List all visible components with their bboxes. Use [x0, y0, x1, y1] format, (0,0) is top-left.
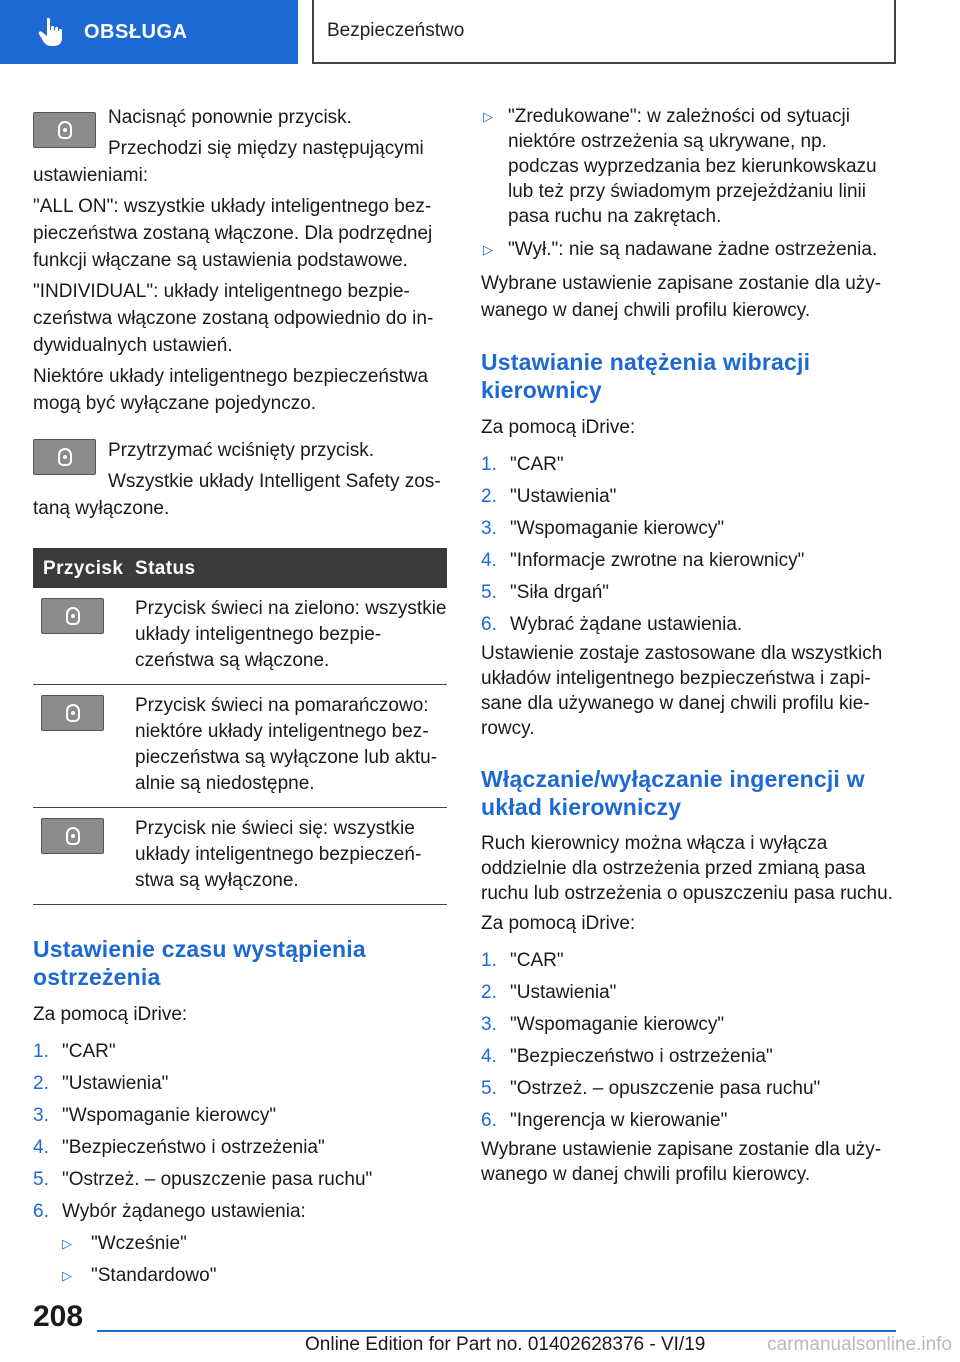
press-again-block	[33, 104, 447, 193]
triangle-bullet-icon: ▷	[483, 242, 493, 257]
table-header-status: Status	[125, 548, 447, 588]
list-item: 4. "Informacje zwrotne na kierownicy"	[481, 550, 805, 571]
bullet-list	[483, 104, 896, 262]
list-item: ▷ "Wcześnie"	[62, 1228, 447, 1260]
table-header-button: Przycisk	[33, 548, 125, 588]
table-row	[33, 685, 447, 808]
status-text: Przycisk świeci na zielono: wszystkie układy inteligentnego bezpieczeństwa są włączone.	[125, 588, 447, 685]
safety-button-green-icon	[41, 598, 104, 634]
paragraph: Wybrane ustawienie zapisane zostanie dla używanego w danej chwili profilu kierowcy.	[481, 273, 882, 321]
edition-text: Online Edition for Part no. 01402628376 - VI/19	[305, 1334, 706, 1355]
steps-list	[481, 945, 896, 1137]
steps-list	[481, 449, 896, 641]
paragraph: Nacisnąć ponownie przycisk.	[108, 107, 352, 128]
list-item: ▷ "Standardowo"	[62, 1260, 447, 1292]
heading-steering: Włączanie/wyłączanie ingerencji w układ kierowniczy	[481, 766, 865, 820]
list-item: 1. "CAR"	[481, 454, 564, 475]
paragraph: "INDIVIDUAL": układy inteligentnego bezpieczeństwa włączone zostaną odpowiednio do indywidualnych ustawień.	[33, 281, 434, 356]
paragraph: Za pomocą iDrive:	[33, 1004, 188, 1025]
table-row	[33, 588, 447, 685]
paragraph: Ustawienie zostaje zastosowane dla wszystkich układów inteligentnego bezpieczeństwa i zapisane dla używanego w danej chwili profilu kierowcy.	[481, 643, 883, 739]
paragraph: Za pomocą iDrive:	[481, 417, 636, 438]
page-number: 208	[33, 1300, 84, 1333]
list-item: 6. Wybrać żądane ustawienia.	[481, 614, 743, 635]
triangle-bullet-icon: ▷	[483, 109, 493, 124]
list-item: 5. "Ostrzeż. – opuszczenie pasa ruchu"	[481, 1078, 821, 1099]
hold-button-block	[33, 437, 447, 526]
list-item: ▷ "Zredukowane": w zależności od sytuacji niektóre ostrzeżenia są ukrywane, np. podczas wyprzedzania bez kierunkowskazu lub też przy świadomym przejeżdżaniu linii pasa ruchu na zakrętach.	[483, 106, 877, 227]
list-item: 2. "Ustawienia"	[481, 486, 617, 507]
paragraph: Ruch kierownicy można włącza i wyłącza oddzielnie dla ostrzeżenia przed zmianą pasa ruchu lub ostrzeżenia o opuszczeniu pasa ruchu.	[481, 833, 893, 904]
page-title: Bezpieczeństwo	[312, 0, 896, 64]
paragraph: Wszystkie układy Intelligent Safety zostaną wyłączone.	[33, 471, 441, 519]
list-item: 4. "Bezpieczeństwo i ostrzeżenia"	[33, 1137, 325, 1158]
paragraph: Niektóre układy inteligentnego bezpieczeństwa mogą być wyłączane pojedynczo.	[33, 366, 429, 414]
sub-list	[62, 1228, 447, 1292]
list-item: 5. "Ostrzeż. – opuszczenie pasa ruchu"	[33, 1169, 373, 1190]
hand-pointer-icon	[38, 17, 66, 47]
list-item: 2. "Ustawienia"	[33, 1073, 169, 1094]
safety-button-off-icon	[41, 818, 104, 854]
right-column	[481, 104, 896, 1191]
list-item: 6. Wybór żądanego ustawienia:	[33, 1201, 306, 1222]
section-label: OBSŁUGA	[84, 20, 188, 43]
status-text: Przycisk nie świeci się: wszystkie układy inteligentnego bezpieczeństwa są wyłączone.	[125, 808, 447, 905]
list-item: 1. "CAR"	[481, 950, 564, 971]
triangle-bullet-icon: ▷	[62, 1236, 72, 1251]
list-item: 4. "Bezpieczeństwo i ostrzeżenia"	[481, 1046, 773, 1067]
status-text: Przycisk świeci na pomarańczowo: niektóre układy inteligentnego bezpieczeństwa są wyłączone lub aktualnie są niedostępne.	[125, 685, 447, 808]
list-item: 2. "Ustawienia"	[481, 982, 617, 1003]
list-item: 5. "Siła drgań"	[481, 582, 610, 603]
footer-divider	[97, 1330, 896, 1332]
paragraph: Za pomocą iDrive:	[481, 913, 636, 934]
list-item: 6. "Ingerencja w kierowanie"	[481, 1110, 728, 1131]
table-row	[33, 808, 447, 905]
paragraph: Przytrzymać wciśnięty przycisk.	[108, 440, 375, 461]
section-tab[interactable]	[0, 0, 298, 64]
paragraph: "ALL ON": wszystkie układy inteligentnego bezpieczeństwa zostaną włączone. Dla podrzędnej funkcji włączane są ustawienia podstawowe.	[33, 196, 433, 271]
left-column	[33, 104, 447, 1292]
status-table	[33, 548, 447, 905]
steps-list	[33, 1036, 447, 1228]
safety-button-orange-icon	[41, 695, 104, 731]
list-item: 3. "Wspomaganie kierowcy"	[481, 518, 725, 539]
list-item: 3. "Wspomaganie kierowcy"	[481, 1014, 725, 1035]
safety-button-icon	[33, 439, 96, 475]
heading-warning-timing: Ustawienie czasu wystąpienia ostrzeżenia	[33, 936, 366, 990]
list-item: 3. "Wspomaganie kierowcy"	[33, 1105, 277, 1126]
watermark: carmanualsonline.info	[767, 1334, 952, 1355]
paragraph: Przechodzi się między następującymi ustawieniami:	[33, 138, 424, 186]
list-item: 1. "CAR"	[33, 1041, 116, 1062]
triangle-bullet-icon: ▷	[62, 1268, 72, 1283]
heading-vibration: Ustawianie natężenia wibracji kierownicy	[481, 349, 811, 403]
paragraph: Wybrane ustawienie zapisane zostanie dla używanego w danej chwili profilu kierowcy.	[481, 1139, 882, 1185]
safety-button-icon	[33, 112, 96, 148]
list-item: ▷ "Wył.": nie są nadawane żadne ostrzeżenia.	[483, 239, 878, 260]
